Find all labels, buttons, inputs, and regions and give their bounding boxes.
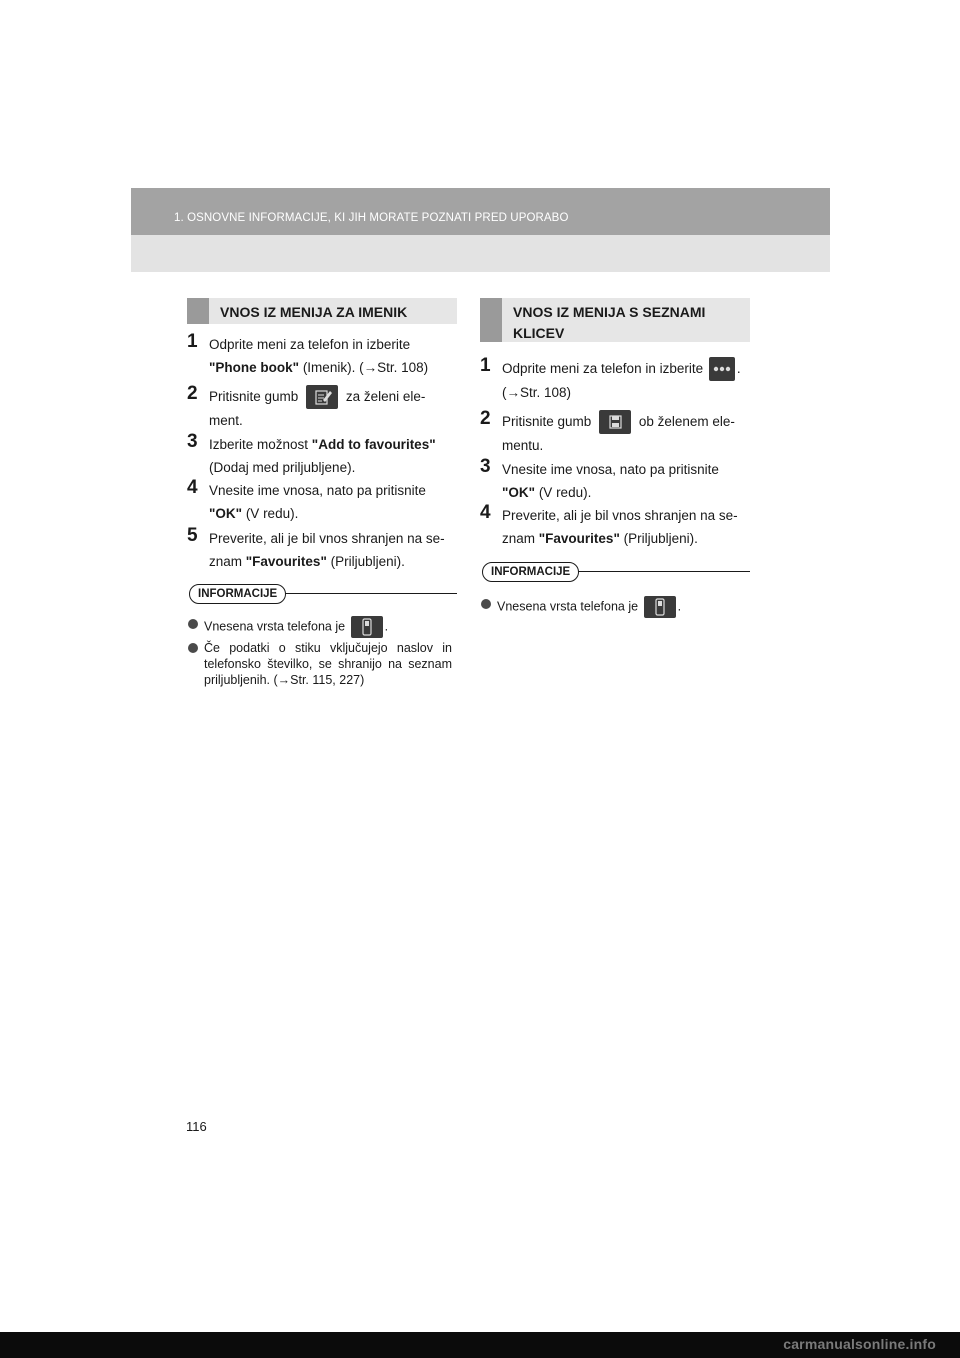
chapter-header	[131, 188, 830, 235]
step-text: Pritisnite gumb za želeni ele- ment.	[209, 385, 457, 432]
step-text: Preverite, ali je bil vnos shranjen na se- znam "Favourites" (Priljubljeni).	[209, 531, 445, 569]
info-label: INFORMACIJE	[482, 562, 579, 582]
step-number: 2	[187, 383, 198, 404]
edit-icon	[306, 385, 338, 409]
section-heading-phonebook	[187, 298, 457, 324]
page-number: 116	[186, 1119, 207, 1134]
step-number: 3	[187, 431, 198, 452]
step-text: Vnesite ime vnosa, nato pa pritisnite "OK" (V redu).	[209, 483, 426, 521]
info-label: INFORMACIJE	[189, 584, 286, 604]
step-number: 5	[187, 525, 198, 546]
step-number: 1	[480, 355, 491, 376]
info-bullet: Vnesena vrsta telefona je .	[480, 596, 745, 618]
step-number: 4	[187, 477, 198, 498]
step-4	[480, 504, 750, 550]
heading-bar	[480, 298, 502, 342]
info-bullet: Vnesena vrsta telefona je .	[187, 616, 452, 638]
bullet-dot	[481, 599, 491, 609]
save-icon	[599, 410, 631, 434]
bullet-dot	[188, 619, 198, 629]
watermark: carmanualsonline.info	[783, 1336, 936, 1352]
step-1	[187, 333, 457, 379]
step-3	[480, 458, 750, 504]
step-number: 1	[187, 331, 198, 352]
footer-bar	[0, 1332, 960, 1358]
step-5	[187, 527, 457, 573]
step-text: Preverite, ali je bil vnos shranjen na se- znam "Favourites" (Priljubljeni).	[502, 508, 738, 546]
chapter-header-band	[131, 235, 830, 272]
section-heading-call-history	[480, 298, 750, 342]
step-text: Odprite meni za telefon in izberite . (→Str. 108)	[502, 357, 750, 404]
more-options-icon	[709, 357, 735, 381]
step-text: Odprite meni za telefon in izberite "Phone book" (Imenik). (→Str. 108)	[209, 337, 429, 375]
step-number: 2	[480, 408, 491, 429]
step-4	[187, 479, 457, 525]
step-text: Izberite možnost "Add to favourites" (Dodaj med priljubljene).	[209, 437, 436, 475]
section-title: VNOS IZ MENIJA ZA IMENIK	[220, 304, 408, 320]
mobile-phone-icon	[351, 616, 383, 638]
info-bullet: Če podatki o stiku vključujejo naslov in telefonsko številko, se shranijo na seznam priljubljenih. (→Str. 115, 227)	[187, 640, 452, 688]
chapter-title: 1. OSNOVNE INFORMACIJE, KI JIH MORATE POZNATI PRED UPORABO	[174, 212, 569, 224]
bullet-dot	[188, 643, 198, 653]
step-text: Pritisnite gumb ob želenem ele- mentu.	[502, 410, 750, 457]
step-2	[480, 410, 750, 457]
mobile-phone-icon	[644, 596, 676, 618]
step-2	[187, 385, 457, 432]
step-text: Vnesite ime vnosa, nato pa pritisnite "OK" (V redu).	[502, 462, 719, 500]
step-1	[480, 357, 750, 404]
heading-bar	[187, 298, 209, 324]
step-3	[187, 433, 457, 479]
step-number: 3	[480, 456, 491, 477]
step-number: 4	[480, 502, 491, 523]
section-title: VNOS IZ MENIJA S SEZNAMI KLICEV	[513, 304, 706, 341]
